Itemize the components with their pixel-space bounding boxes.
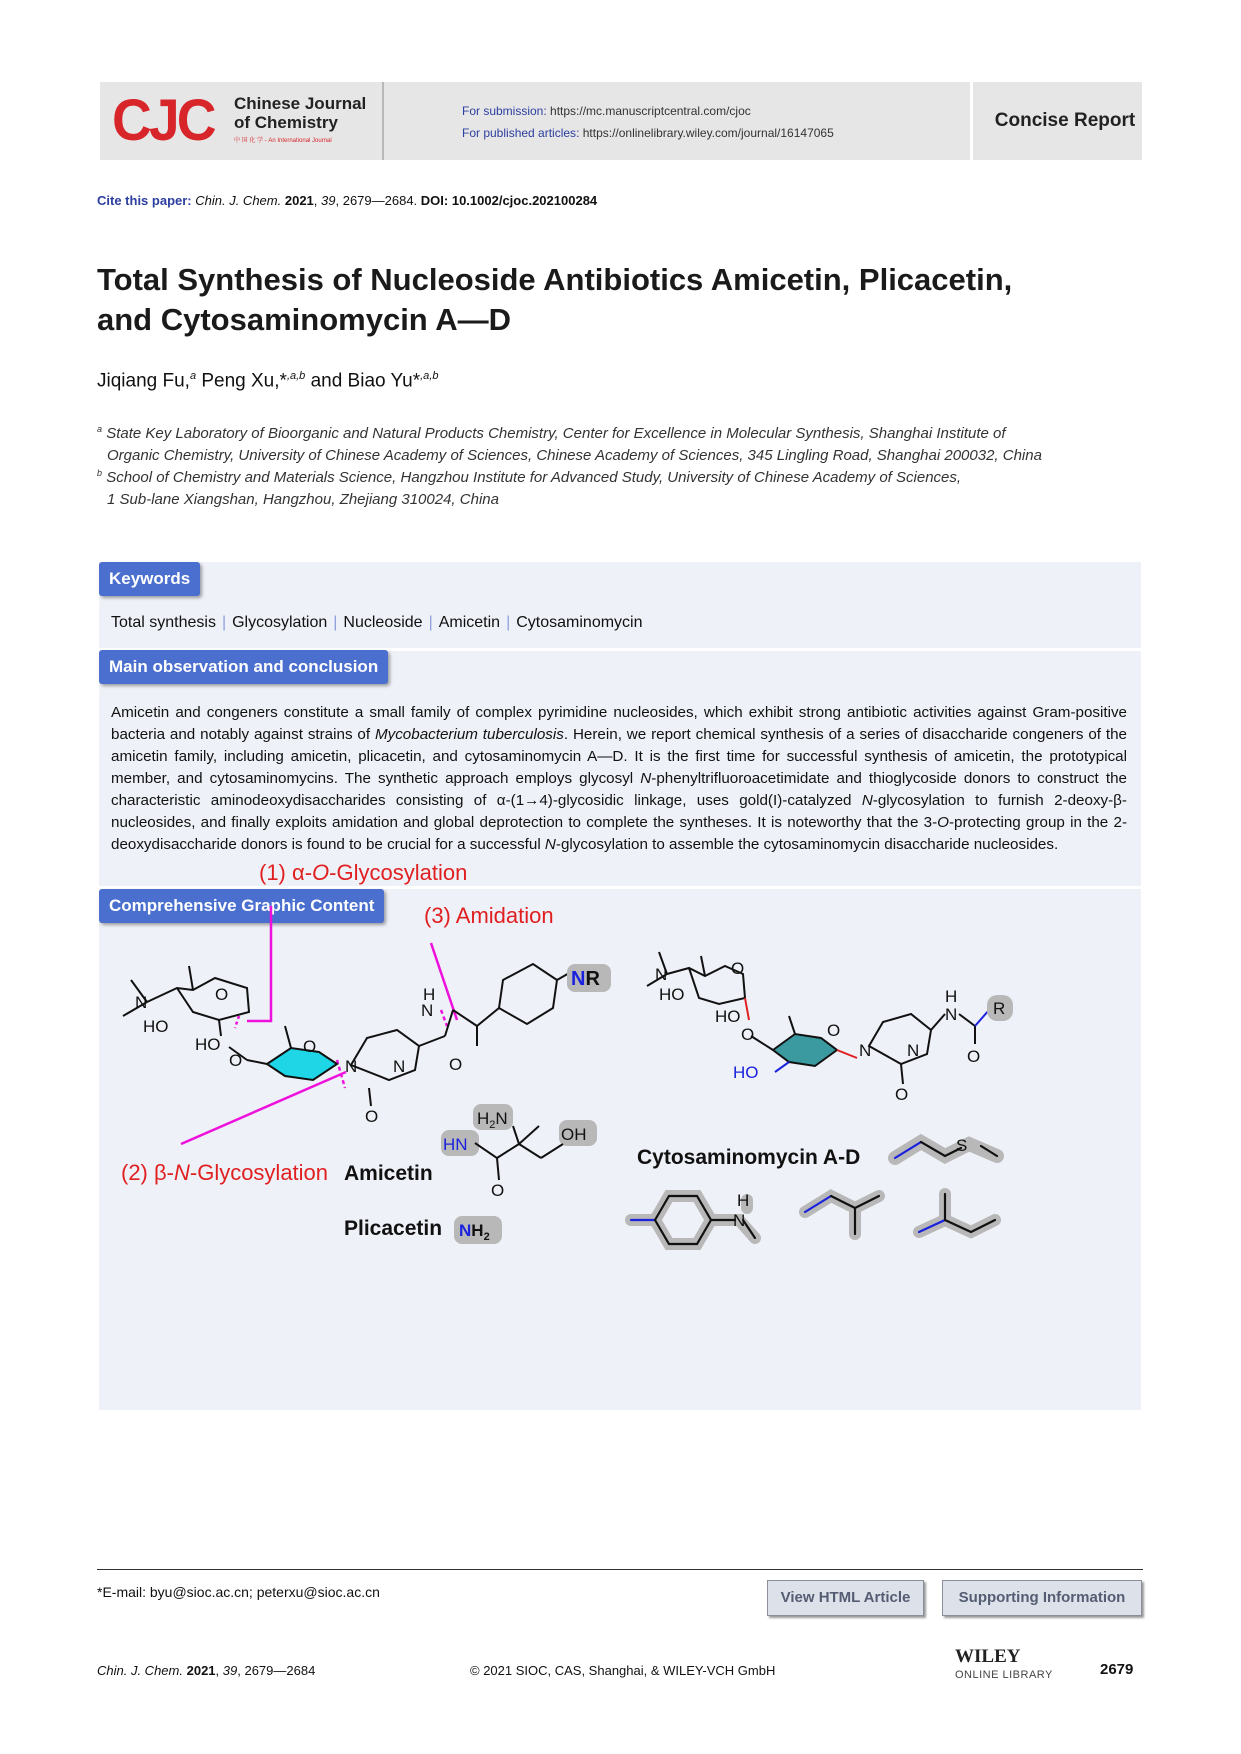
keywords-heading: Keywords: [99, 562, 200, 596]
author-3-affil: ,a,b: [420, 370, 439, 382]
atom-label-h2n: $H_2N$: [477, 1109, 508, 1131]
label-amidation: (3) Amidation: [424, 903, 554, 928]
header-divider: [382, 82, 384, 160]
atom-label: O: [303, 1037, 317, 1056]
main-observation-heading: Main observation and conclusion: [99, 650, 388, 684]
atom-label: N: [859, 1041, 872, 1060]
author-3: and Biao Yu*: [310, 370, 421, 392]
label-beta-n-glycosylation: (2) β-N-Glycosylation: [121, 1160, 329, 1185]
keyword-item: Total synthesis: [111, 614, 216, 631]
affil-a-line1: State Key Laboratory of Bioorganic and Natural Products Chemistry, Center for Excellence in Molecular Synthesis, Shanghai Institute of: [106, 425, 1006, 442]
cytosaminomycin-structure: [647, 952, 989, 1084]
keyword-item: Glycosylation: [232, 614, 328, 631]
atom-label: N: [655, 965, 668, 984]
supporting-information-button[interactable]: Supporting Information: [942, 1580, 1142, 1616]
disconnection-guides: [181, 906, 457, 1144]
published-label: For published articles: [462, 126, 577, 140]
page-number: 2679: [1100, 1661, 1134, 1678]
keyword-item: Cytosaminomycin: [516, 614, 643, 631]
wiley-online-library: ONLINE LIBRARY: [955, 1669, 1053, 1681]
author-2-affil: ,a,b: [286, 370, 306, 382]
abstract-body: Amicetin and congeners constitute a small family of complex pyrimidine nucleosides, which exhibit strong antibiotic activities against Gram-positive bacteria and notably against strains of Mycobacterium tuberculosis. Herein, we report chemical synthesis of a series of disaccharide congeners of the amicetin family, including amicetin, plicacetin, and cytosaminomycin A—D. It is the first time for successful synthesis of amicetin, the prototypical member, and cytosaminomycins. The synthetic approach employs glycosyl N-phenyltrifluoroacetimidate and thioglycoside donors to construct the characteristic aminodeoxydisaccharides consisting of α-(1→4)-glycosidic linkage, uses gold(I)-catalyzed N-glycosylation to furnish 2-deoxy-β-nucleosides, and finally exploits amidation and global deprotection to complete the syntheses. It is noteworthy that the 3-O-protecting group in the 2-deoxydisaccharide donors is found to be crucial for a successful N-glycosylation to assemble the cytosaminomycin disaccharide nucleosides.: [111, 704, 1128, 853]
atom-label: HO: [195, 1035, 221, 1054]
cite-pages: 2679—2684.: [342, 193, 418, 208]
atom-label: N: [945, 1005, 958, 1024]
journal-logo: [100, 82, 382, 160]
title-line-2: and Cytosaminomycin A—D: [97, 302, 511, 337]
journal-name: [234, 94, 366, 132]
published-info: For published articles: https://onlinelibrary.wiley.com/journal/16147065: [462, 126, 834, 140]
cite-label: Cite this paper:: [97, 193, 192, 208]
atom-label: N: [345, 1057, 358, 1076]
journal-name-line2: of Chemistry: [234, 113, 338, 132]
abstract-panel: [99, 562, 1141, 1410]
graphic-content-heading: Comprehensive Graphic Content: [99, 889, 384, 923]
wiley-logo: WILEY: [955, 1646, 1021, 1667]
guide-amidation: [431, 943, 457, 1020]
amicetin-structure: [123, 964, 571, 1106]
atom-label: N: [907, 1041, 920, 1060]
graphical-abstract: [99, 840, 1141, 1410]
paper-title: [97, 260, 1157, 340]
journal-header: [100, 82, 1142, 160]
atom-label: HN: [443, 1135, 468, 1154]
affiliation-a: [97, 418, 1157, 467]
submission-label: For submission: [462, 104, 544, 118]
nr-label: NR: [571, 968, 600, 990]
atom-label: O: [741, 1025, 755, 1044]
journal-name-line1: Chinese Journal: [234, 94, 367, 113]
author-list: [97, 370, 438, 392]
affiliation-b: [97, 462, 1157, 511]
affil-b-line1: School of Chemistry and Materials Science, Hangzhou Institute for Advanced Study, University of Chinese Academy of Sciences,: [106, 469, 962, 486]
affil-a-line2: Organic Chemistry, University of Chinese Academy of Sciences, Chinese Academy of Sciences, 345 Lingling Road, Shanghai 200032, China: [107, 447, 1042, 464]
keyword-item: Nucleoside: [343, 614, 423, 631]
corresponding-email: *E-mail: byu@sioc.ac.cn; peterxu@sioc.ac.cn: [97, 1584, 380, 1600]
atom-label: HO: [143, 1017, 169, 1036]
footer-citation: Chin. J. Chem. 2021, 39, 2679—2684: [97, 1663, 316, 1678]
atom-label: N: [393, 1057, 406, 1076]
label-plicacetin: Plicacetin: [344, 1217, 443, 1240]
guide-n-glycosylation: [181, 1072, 346, 1144]
atom-label: O: [967, 1047, 981, 1066]
author-1: Jiqiang Fu,: [97, 370, 190, 392]
atom-label: O: [229, 1051, 243, 1070]
atom-label: O: [827, 1021, 841, 1040]
keywords-list: Total synthesis | Glycosylation | Nucleoside | Amicetin | Cytosaminomycin: [111, 614, 643, 631]
atom-label: O: [491, 1181, 505, 1200]
atom-label: O: [895, 1085, 909, 1104]
affil-b-mark: b: [97, 468, 103, 478]
cite-volume: 39: [321, 193, 336, 208]
atom-label: R: [993, 999, 1006, 1018]
view-html-article-button[interactable]: View HTML Article: [767, 1580, 924, 1616]
cjc-logo-text: CJC: [112, 88, 214, 153]
affil-a-mark: a: [97, 424, 103, 434]
copyright: © 2021 SIOC, CAS, Shanghai, & WILEY-VCH GmbH: [470, 1663, 776, 1678]
author-2: Peng Xu,*: [201, 370, 287, 392]
atom-label: HO: [733, 1063, 759, 1082]
atom-label: H: [945, 987, 958, 1006]
atom-label: H: [737, 1191, 750, 1210]
cite-year: 2021: [284, 193, 314, 208]
atom-label: O: [731, 959, 745, 978]
submission-url[interactable]: https://mc.manuscriptcentral.com/cjoc: [550, 104, 751, 118]
cite-doi[interactable]: DOI: 10.1002/cjoc.202100284: [420, 193, 598, 208]
atom-label: N: [421, 1001, 434, 1020]
atom-label: N: [135, 993, 148, 1012]
author-1-affil: a: [189, 370, 197, 382]
header-divider-2: [970, 82, 973, 160]
label-alpha-o-glycosylation: (1) α-O-Glycosylation: [259, 860, 468, 885]
affil-b-line2: 1 Sub-lane Xiangshan, Hangzhou, Zhejiang 310024, China: [107, 491, 499, 508]
atom-label: S: [956, 1136, 968, 1155]
atom-label: OH: [561, 1125, 587, 1144]
species-name: Mycobacterium tuberculosis: [374, 726, 564, 743]
label-amicetin: Amicetin: [344, 1162, 433, 1185]
footer-rule: [97, 1569, 1143, 1570]
published-url[interactable]: https://onlinelibrary.wiley.com/journal/16147065: [582, 126, 834, 140]
cite-journal: Chin. J. Chem.: [195, 193, 282, 208]
atom-label: O: [365, 1107, 379, 1126]
atom-label: O: [449, 1055, 463, 1074]
cite-this-paper: Cite this paper: Chin. J. Chem. 2021, 39, 2679—2684. DOI: 10.1002/cjoc.202100284: [97, 193, 598, 208]
atom-label: H: [423, 985, 436, 1004]
submission-info: For submission: https://mc.manuscriptcentral.com/cjoc: [462, 104, 751, 118]
atom-label: O: [215, 985, 229, 1004]
journal-subtitle: 中 国 化 学 - An International Journal: [234, 138, 332, 144]
atom-label: N: [733, 1211, 746, 1230]
guide-o-glycosylation: [247, 906, 271, 1021]
keyword-item: Amicetin: [438, 614, 501, 631]
atom-label: HO: [715, 1007, 741, 1026]
label-cytosaminomycin: Cytosaminomycin A-D: [637, 1146, 861, 1169]
plicacetin-nh2: $NH_2$: [459, 1221, 490, 1243]
article-type: Concise Report: [994, 110, 1136, 131]
atom-label: HO: [659, 985, 685, 1004]
title-line-1: Total Synthesis of Nucleoside Antibiotics Amicetin, Plicacetin,: [97, 262, 1013, 297]
